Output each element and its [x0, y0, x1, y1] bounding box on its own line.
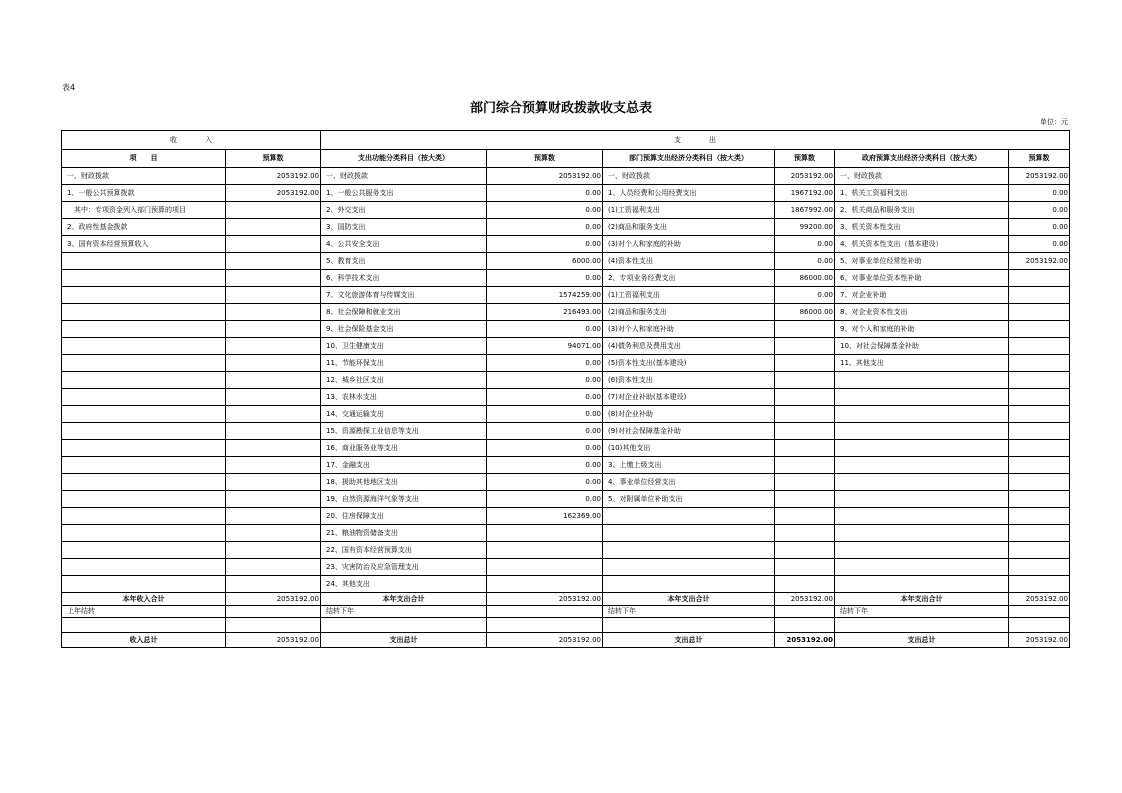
item-label-cell: [62, 542, 226, 559]
budget-amount-cell: [775, 389, 835, 406]
col-header-item: 项 目: [62, 150, 226, 168]
budget-amount-cell: 1574259.00: [487, 287, 603, 304]
total-label-cell: 本年支出合计: [603, 593, 775, 606]
item-label-cell: [62, 372, 226, 389]
next-year-carry-label: 结转下年: [603, 606, 775, 618]
column-header-row: [62, 150, 1070, 168]
item-label-cell: [835, 491, 1009, 508]
year-total-row: [62, 593, 1070, 606]
budget-amount-cell: [775, 440, 835, 457]
budget-amount-cell: 0.00: [775, 236, 835, 253]
budget-amount-cell: 0.00: [1009, 202, 1070, 219]
budget-amount-cell: [226, 304, 321, 321]
item-label-cell: [603, 542, 775, 559]
item-label-cell: 1、人员经费和公用经费支出: [603, 185, 775, 202]
budget-amount-cell: 2053192.00: [487, 168, 603, 185]
budget-amount-cell: [775, 338, 835, 355]
next-year-carry-label: 结转下年: [835, 606, 1009, 618]
item-label-cell: (7)对企业补助(基本建设): [603, 389, 775, 406]
budget-amount-cell: [226, 474, 321, 491]
empty-cell: [487, 606, 603, 618]
budget-amount-cell: [487, 542, 603, 559]
budget-amount-cell: [1009, 406, 1070, 423]
item-label-cell: 3、国防支出: [321, 219, 487, 236]
item-label-cell: 2、专项业务经费支出: [603, 270, 775, 287]
budget-amount-cell: 0.00: [487, 389, 603, 406]
budget-amount-cell: 216493.00: [487, 304, 603, 321]
table-row: [62, 270, 1070, 287]
budget-amount-cell: [226, 253, 321, 270]
item-label-cell: [62, 525, 226, 542]
item-label-cell: [835, 559, 1009, 576]
item-label-cell: [62, 389, 226, 406]
item-label-cell: 4、公共安全支出: [321, 236, 487, 253]
budget-amount-cell: [226, 219, 321, 236]
budget-amount-cell: 0.00: [1009, 219, 1070, 236]
item-label-cell: 19、自然资源海洋气象等支出: [321, 491, 487, 508]
table-row: [62, 406, 1070, 423]
budget-amount-cell: 0.00: [487, 491, 603, 508]
table-row: [62, 236, 1070, 253]
col-header-budget: 预算数: [226, 150, 321, 168]
total-amount-cell: 2053192.00: [226, 593, 321, 606]
budget-amount-cell: [775, 474, 835, 491]
empty-cell: [775, 606, 835, 618]
item-label-cell: 5、对附属单位补助支出: [603, 491, 775, 508]
budget-amount-cell: [775, 457, 835, 474]
budget-amount-cell: 0.00: [487, 185, 603, 202]
item-label-cell: 1、一般公共服务支出: [321, 185, 487, 202]
item-label-cell: (9)对社会保障基金补助: [603, 423, 775, 440]
budget-amount-cell: [1009, 559, 1070, 576]
budget-amount-cell: [226, 542, 321, 559]
col-header-budget: 预算数: [775, 150, 835, 168]
item-label-cell: [835, 389, 1009, 406]
budget-amount-cell: [226, 270, 321, 287]
table-row: [62, 440, 1070, 457]
table-row: [62, 338, 1070, 355]
budget-amount-cell: 0.00: [775, 287, 835, 304]
budget-amount-cell: 0.00: [487, 202, 603, 219]
item-label-cell: 21、粮油物资储备支出: [321, 525, 487, 542]
expense-grand-total-label: 支出总计: [321, 633, 487, 648]
budget-amount-cell: [1009, 423, 1070, 440]
budget-amount-cell: 86000.00: [775, 304, 835, 321]
budget-amount-cell: 0.00: [487, 236, 603, 253]
item-label-cell: (1)工资福利支出: [603, 287, 775, 304]
item-label-cell: [62, 423, 226, 440]
empty-cell: [487, 618, 603, 633]
budget-amount-cell: 94071.00: [487, 338, 603, 355]
item-label-cell: 其中：专项资金列入部门预算的项目: [62, 202, 226, 219]
item-label-cell: 6、对事业单位资本性补助: [835, 270, 1009, 287]
item-label-cell: 24、其他支出: [321, 576, 487, 593]
table-row: [62, 287, 1070, 304]
section-header-row: [62, 131, 1070, 150]
budget-amount-cell: [1009, 542, 1070, 559]
item-label-cell: [835, 508, 1009, 525]
item-label-cell: [835, 423, 1009, 440]
budget-amount-cell: 0.00: [1009, 185, 1070, 202]
table-row: [62, 253, 1070, 270]
budget-amount-cell: 0.00: [487, 355, 603, 372]
item-label-cell: [835, 474, 1009, 491]
table-row: [62, 525, 1070, 542]
item-label-cell: [62, 508, 226, 525]
item-label-cell: 6、科学技术支出: [321, 270, 487, 287]
item-label-cell: 一、财政拨款: [603, 168, 775, 185]
budget-amount-cell: [1009, 338, 1070, 355]
budget-amount-cell: [226, 287, 321, 304]
item-label-cell: 12、城乡社区支出: [321, 372, 487, 389]
item-label-cell: 5、教育支出: [321, 253, 487, 270]
next-year-carry-label: 结转下年: [321, 606, 487, 618]
item-label-cell: (4)债务利息及费用支出: [603, 338, 775, 355]
budget-amount-cell: [226, 423, 321, 440]
budget-amount-cell: [1009, 457, 1070, 474]
item-label-cell: 7、对企业补助: [835, 287, 1009, 304]
budget-amount-cell: [1009, 525, 1070, 542]
empty-cell: [835, 618, 1009, 633]
item-label-cell: 3、国有资本经营预算收入: [62, 236, 226, 253]
budget-amount-cell: [226, 406, 321, 423]
expense-grand-total-amount: 2053192.00: [1009, 633, 1070, 648]
table-row: [62, 304, 1070, 321]
item-label-cell: 10、卫生健康支出: [321, 338, 487, 355]
budget-amount-cell: [487, 576, 603, 593]
income-grand-total-amount: 2053192.00: [226, 633, 321, 648]
item-label-cell: (3)对个人和家庭的补助: [603, 236, 775, 253]
item-label-cell: 3、上缴上级支出: [603, 457, 775, 474]
grand-total-row: [62, 633, 1070, 648]
table-number-label: 表4: [62, 83, 76, 92]
item-label-cell: [62, 491, 226, 508]
empty-cell: [321, 618, 487, 633]
budget-amount-cell: 0.00: [487, 440, 603, 457]
table-row: [62, 508, 1070, 525]
budget-amount-cell: 2053192.00: [1009, 168, 1070, 185]
budget-amount-cell: [226, 321, 321, 338]
empty-cell: [1009, 606, 1070, 618]
budget-amount-cell: 6000.00: [487, 253, 603, 270]
table-row: [62, 542, 1070, 559]
table-row: [62, 576, 1070, 593]
item-label-cell: 3、机关资本性支出: [835, 219, 1009, 236]
budget-amount-cell: 86000.00: [775, 270, 835, 287]
empty-cell: [226, 606, 321, 618]
budget-amount-cell: [1009, 287, 1070, 304]
item-label-cell: 18、援助其他地区支出: [321, 474, 487, 491]
budget-amount-cell: [1009, 576, 1070, 593]
item-label-cell: 2、政府性基金拨款: [62, 219, 226, 236]
item-label-cell: [62, 270, 226, 287]
income-section-header: 收 入: [62, 131, 321, 150]
item-label-cell: 11、其他支出: [835, 355, 1009, 372]
table-row: [62, 457, 1070, 474]
item-label-cell: [62, 457, 226, 474]
col-header-gov-econ: 政府预算支出经济分类科目（按大类）: [835, 150, 1009, 168]
item-label-cell: [835, 542, 1009, 559]
budget-amount-cell: [1009, 372, 1070, 389]
item-label-cell: (6)资本性支出: [603, 372, 775, 389]
item-label-cell: (1)工资福利支出: [603, 202, 775, 219]
item-label-cell: [603, 525, 775, 542]
table-row: [62, 355, 1070, 372]
budget-amount-cell: 0.00: [487, 406, 603, 423]
col-header-dept-econ: 部门预算支出经济分类科目（按大类）: [603, 150, 775, 168]
item-label-cell: 9、社会保险基金支出: [321, 321, 487, 338]
total-amount-cell: 2053192.00: [487, 593, 603, 606]
budget-amount-cell: 0.00: [487, 474, 603, 491]
item-label-cell: 11、节能环保支出: [321, 355, 487, 372]
item-label-cell: (2)商品和服务支出: [603, 219, 775, 236]
budget-amount-cell: [775, 542, 835, 559]
item-label-cell: [835, 457, 1009, 474]
item-label-cell: 9、对个人和家庭的补助: [835, 321, 1009, 338]
budget-amount-cell: 0.00: [487, 321, 603, 338]
budget-amount-cell: 2053192.00: [226, 185, 321, 202]
item-label-cell: 20、住房保障支出: [321, 508, 487, 525]
budget-amount-cell: [226, 508, 321, 525]
item-label-cell: [603, 576, 775, 593]
item-label-cell: [835, 440, 1009, 457]
empty-cell: [775, 618, 835, 633]
item-label-cell: [62, 304, 226, 321]
item-label-cell: 13、农林水支出: [321, 389, 487, 406]
item-label-cell: (4)资本性支出: [603, 253, 775, 270]
table-row: [62, 321, 1070, 338]
item-label-cell: [835, 525, 1009, 542]
unit-label: 单位：元: [1040, 118, 1068, 126]
item-label-cell: [62, 355, 226, 372]
budget-amount-cell: [1009, 321, 1070, 338]
empty-cell: [62, 618, 226, 633]
item-label-cell: 15、资源勘探工业信息等支出: [321, 423, 487, 440]
item-label-cell: 一、财政拨款: [62, 168, 226, 185]
item-label-cell: 2、机关商品和服务支出: [835, 202, 1009, 219]
item-label-cell: 16、商业服务业等支出: [321, 440, 487, 457]
item-label-cell: 5、对事业单位经常性补助: [835, 253, 1009, 270]
item-label-cell: [835, 406, 1009, 423]
page-title: 部门综合预算财政拨款收支总表: [469, 101, 652, 116]
total-amount-cell: 2053192.00: [1009, 593, 1070, 606]
budget-amount-cell: 162369.00: [487, 508, 603, 525]
table-row: [62, 168, 1070, 185]
budget-amount-cell: [1009, 440, 1070, 457]
budget-amount-cell: [775, 321, 835, 338]
budget-amount-cell: 0.00: [775, 253, 835, 270]
budget-amount-cell: [775, 423, 835, 440]
item-label-cell: [603, 508, 775, 525]
budget-amount-cell: [1009, 474, 1070, 491]
item-label-cell: 1、一般公共预算拨款: [62, 185, 226, 202]
item-label-cell: 7、文化旅游体育与传媒支出: [321, 287, 487, 304]
expense-grand-total-label: 支出总计: [835, 633, 1009, 648]
item-label-cell: (2)商品和服务支出: [603, 304, 775, 321]
budget-amount-cell: [226, 440, 321, 457]
budget-amount-cell: [775, 559, 835, 576]
budget-amount-cell: 2053192.00: [226, 168, 321, 185]
budget-amount-cell: [775, 355, 835, 372]
budget-amount-cell: [775, 525, 835, 542]
item-label-cell: [62, 440, 226, 457]
total-label-cell: 本年收入合计: [62, 593, 226, 606]
budget-amount-cell: [1009, 270, 1070, 287]
table-row: [62, 185, 1070, 202]
budget-amount-cell: [226, 338, 321, 355]
item-label-cell: 1、机关工资福利支出: [835, 185, 1009, 202]
item-label-cell: 23、灾害防治及应急管理支出: [321, 559, 487, 576]
item-label-cell: 17、金融支出: [321, 457, 487, 474]
item-label-cell: [62, 474, 226, 491]
budget-amount-cell: [226, 576, 321, 593]
budget-amount-cell: [226, 559, 321, 576]
budget-amount-cell: 0.00: [487, 372, 603, 389]
item-label-cell: 4、事业单位经营支出: [603, 474, 775, 491]
budget-amount-cell: 0.00: [1009, 236, 1070, 253]
item-label-cell: (8)对企业补助: [603, 406, 775, 423]
item-label-cell: (10)其他支出: [603, 440, 775, 457]
budget-amount-cell: [226, 389, 321, 406]
item-label-cell: 一、财政拨款: [835, 168, 1009, 185]
item-label-cell: 8、社会保障和就业支出: [321, 304, 487, 321]
carry-over-row: [62, 606, 1070, 618]
total-amount-cell: 2053192.00: [775, 593, 835, 606]
expense-section-header: 支 出: [321, 131, 1070, 150]
item-label-cell: [62, 576, 226, 593]
empty-cell: [1009, 618, 1070, 633]
budget-amount-cell: [226, 491, 321, 508]
item-label-cell: [603, 559, 775, 576]
budget-amount-cell: [226, 355, 321, 372]
item-label-cell: 4、机关资本性支出（基本建设）: [835, 236, 1009, 253]
budget-amount-cell: [1009, 355, 1070, 372]
budget-summary-table: [61, 130, 1070, 648]
budget-amount-cell: [1009, 491, 1070, 508]
budget-amount-cell: [226, 457, 321, 474]
empty-cell: [603, 618, 775, 633]
col-header-budget: 预算数: [1009, 150, 1070, 168]
total-label-cell: 本年支出合计: [321, 593, 487, 606]
budget-amount-cell: [775, 508, 835, 525]
table-row: [62, 559, 1070, 576]
budget-amount-cell: [775, 576, 835, 593]
item-label-cell: (3)对个人和家庭补助: [603, 321, 775, 338]
budget-amount-cell: [226, 525, 321, 542]
budget-amount-cell: [775, 491, 835, 508]
total-label-cell: 本年支出合计: [835, 593, 1009, 606]
item-label-cell: [835, 372, 1009, 389]
budget-amount-cell: [487, 559, 603, 576]
item-label-cell: 一、财政拨款: [321, 168, 487, 185]
budget-amount-cell: [775, 372, 835, 389]
item-label-cell: 22、国有资本经营预算支出: [321, 542, 487, 559]
table-row: [62, 219, 1070, 236]
table-row: [62, 202, 1070, 219]
item-label-cell: 14、交通运输支出: [321, 406, 487, 423]
budget-amount-cell: 99200.00: [775, 219, 835, 236]
budget-amount-cell: [226, 236, 321, 253]
table-row: [62, 423, 1070, 440]
item-label-cell: [835, 576, 1009, 593]
budget-amount-cell: [775, 406, 835, 423]
income-grand-total-label: 收入总计: [62, 633, 226, 648]
table-row: [62, 474, 1070, 491]
item-label-cell: [62, 406, 226, 423]
table-row: [62, 372, 1070, 389]
table-row: [62, 491, 1070, 508]
item-label-cell: [62, 287, 226, 304]
budget-amount-cell: [226, 372, 321, 389]
expense-grand-total-amount: 2053192.00: [487, 633, 603, 648]
item-label-cell: [62, 321, 226, 338]
col-header-budget: 预算数: [487, 150, 603, 168]
budget-amount-cell: 2053192.00: [1009, 253, 1070, 270]
budget-amount-cell: 0.00: [487, 219, 603, 236]
expense-grand-total-label: 支出总计: [603, 633, 775, 648]
item-label-cell: 2、外交支出: [321, 202, 487, 219]
budget-amount-cell: [226, 202, 321, 219]
table-row: [62, 389, 1070, 406]
blank-row: [62, 618, 1070, 633]
item-label-cell: 10、对社会保障基金补助: [835, 338, 1009, 355]
item-label-cell: [62, 338, 226, 355]
item-label-cell: [62, 253, 226, 270]
item-label-cell: 8、对企业资本性支出: [835, 304, 1009, 321]
budget-amount-cell: [1009, 508, 1070, 525]
budget-amount-cell: [1009, 304, 1070, 321]
budget-amount-cell: 0.00: [487, 423, 603, 440]
empty-cell: [226, 618, 321, 633]
budget-amount-cell: [487, 525, 603, 542]
budget-amount-cell: 0.00: [487, 270, 603, 287]
item-label-cell: [62, 559, 226, 576]
budget-amount-cell: 2053192.00: [775, 168, 835, 185]
expense-grand-total-amount: 2053192.00: [775, 633, 835, 648]
prev-year-carry-label: 上年结转: [62, 606, 226, 618]
budget-amount-cell: [1009, 389, 1070, 406]
budget-amount-cell: 0.00: [487, 457, 603, 474]
budget-amount-cell: 1867992.00: [775, 202, 835, 219]
col-header-func-class: 支出功能分类科目（按大类）: [321, 150, 487, 168]
item-label-cell: (5)资本性支出(基本建设): [603, 355, 775, 372]
budget-amount-cell: 1967192.00: [775, 185, 835, 202]
